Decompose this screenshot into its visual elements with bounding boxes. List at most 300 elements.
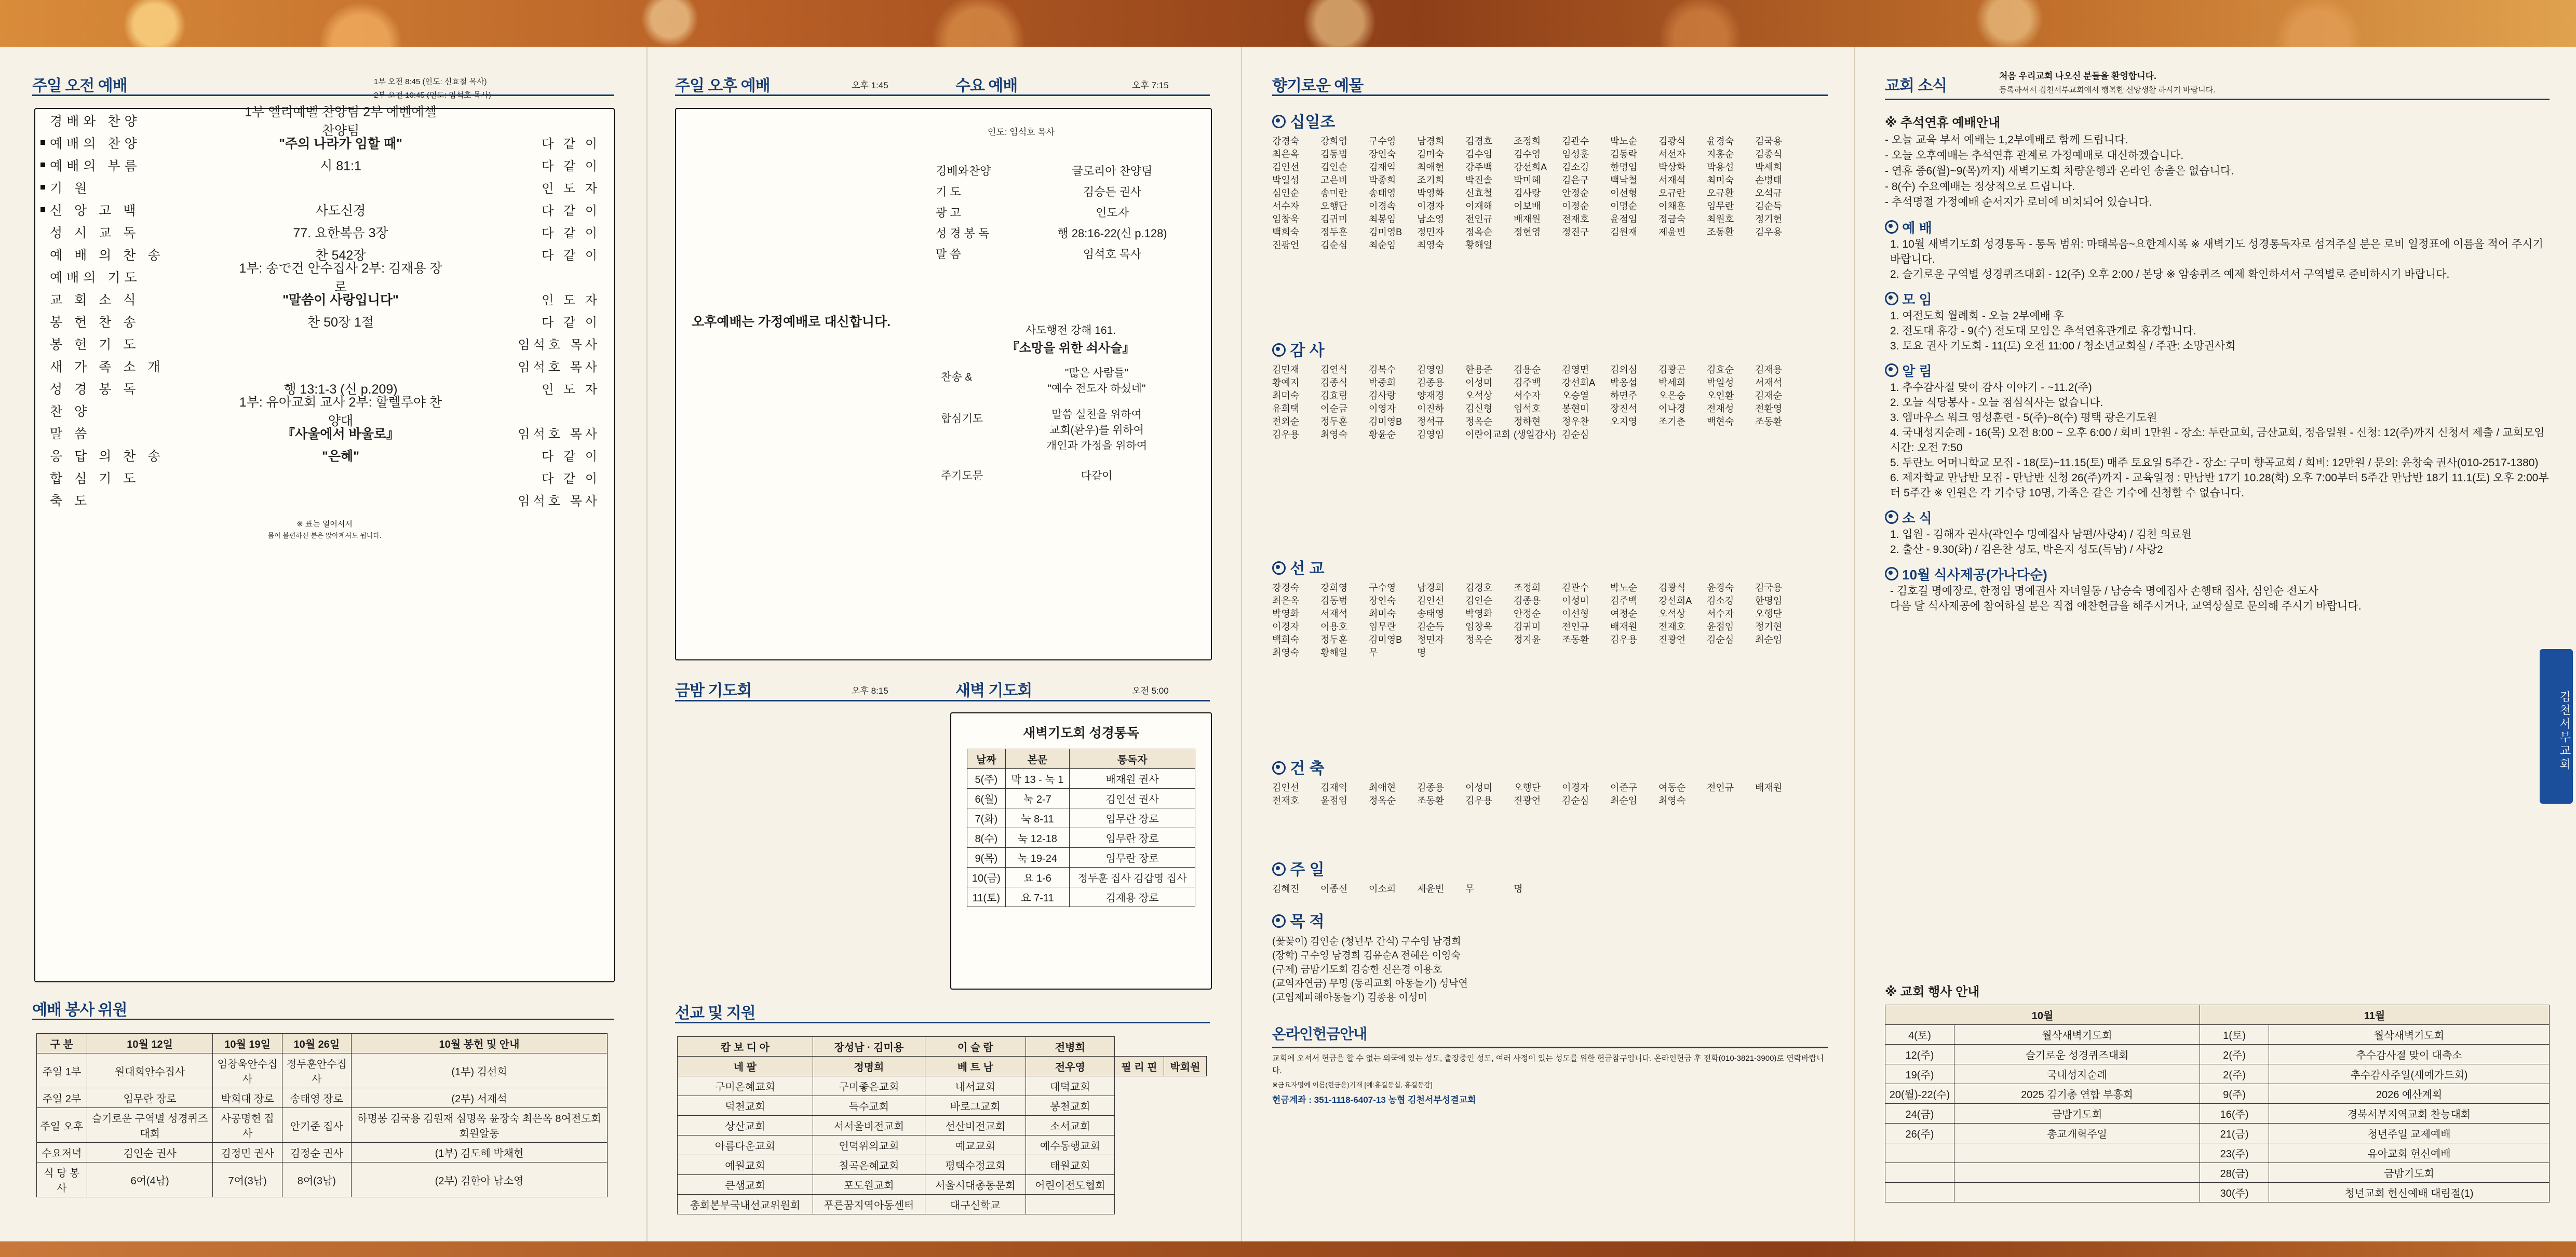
table-row xyxy=(678,1175,1207,1195)
order-person: 다 같 이 xyxy=(542,226,600,240)
news-section-item: 1. 입원 - 김해자 권사(곽인수 명예집사 남편/사랑4) / 김천 의료원 xyxy=(1890,529,2192,540)
offering-name: 김의심 xyxy=(1610,364,1638,375)
worship-service-cell: 슬기로운 구역별 성경퀴즈대회 xyxy=(87,1108,213,1143)
offering-name: 최애현 xyxy=(1369,782,1396,793)
offering-name: 안정순 xyxy=(1562,188,1589,198)
calendar-day: 2(주) xyxy=(2200,1064,2269,1084)
offering-name: 이명순 xyxy=(1610,201,1638,211)
mission-cell: 서서울비전교회 xyxy=(813,1116,925,1136)
mission-cell: 바로그교회 xyxy=(925,1096,1026,1116)
online-offering-title: 온라인헌금안내 xyxy=(1272,1026,1367,1042)
offering-tithe-label: 십일조 xyxy=(1290,114,1336,131)
offering-name: 박상화 xyxy=(1658,162,1686,172)
offering-name: 정두훈 xyxy=(1320,416,1348,427)
offering-name: 김영면 xyxy=(1562,364,1589,375)
offering-name: 정기현 xyxy=(1755,214,1783,224)
offering-name: 오은승 xyxy=(1658,390,1686,401)
offering-name: 김광곤 xyxy=(1658,364,1686,375)
offering-name: 최영숙 xyxy=(1320,429,1348,440)
section-title-friday-prayer: 금밤 기도회 xyxy=(675,682,752,699)
offering-name: 전인규 xyxy=(1562,621,1589,632)
offering-name: 윤경숙 xyxy=(1707,136,1734,146)
worship-service-cell: 수요저녁 xyxy=(37,1143,87,1163)
wednesday-order-label: 기 도 xyxy=(936,185,961,198)
order-row xyxy=(35,332,614,355)
wednesday-song-2: "예수 전도자 하셨네" xyxy=(1047,383,1146,395)
table-row xyxy=(37,1053,608,1088)
calendar-event xyxy=(1954,1143,2200,1163)
calendar-day: 28(금) xyxy=(2200,1163,2269,1183)
offering-name: 최은옥 xyxy=(1272,596,1300,606)
offering-name: 이성미 xyxy=(1465,782,1493,793)
decorative-footer-band xyxy=(0,1241,2576,1257)
dawn-cell: 요 7-11 xyxy=(1005,887,1070,907)
offering-name: 강희영 xyxy=(1320,136,1348,146)
news-section-label: 알 림 xyxy=(1898,363,1932,379)
news-notice-line: - 오늘 오후예배는 추석연휴 관계로 가정예배로 대신하겠습니다. xyxy=(1885,150,2184,161)
title-rule-7 xyxy=(1272,1047,1828,1048)
offering-name: 김용순 xyxy=(1514,364,1541,375)
news-calendar-title: ※ 교회 행사 안내 xyxy=(1885,985,1980,999)
order-row xyxy=(35,422,614,444)
morning-sub-1: 1부 오전 8:45 (인도: 신효철 목사) xyxy=(374,77,487,86)
offering-name: 서재석 xyxy=(1320,609,1348,619)
offering-name: 한명임 xyxy=(1610,162,1638,172)
offering-name: 김우용 xyxy=(1610,634,1638,645)
table-row xyxy=(1885,1104,2550,1124)
table-row xyxy=(678,1136,1207,1155)
worship-service-cell: 주일 2부 xyxy=(37,1088,87,1108)
bullet-circle-icon xyxy=(1885,363,1898,377)
offering-name: 윤점임 xyxy=(1707,621,1734,632)
order-label: 찬 양 xyxy=(50,404,91,419)
order-person: 임석호 목사 xyxy=(518,360,600,374)
dawn-cell: 요 1-6 xyxy=(1005,868,1070,887)
worship-service-cell: 안기준 집사 xyxy=(282,1108,351,1143)
offering-name: 전인규 xyxy=(1707,782,1734,793)
mission-cell: 푸른꿈지역아동센터 xyxy=(813,1195,925,1214)
calendar-event: 슬기로운 성경퀴즈대회 xyxy=(1954,1045,2200,1064)
order-detail: 1부: 송で건 안수집사 2부: 김재용 장로 xyxy=(239,261,442,294)
worship-service-cell: 하명봉 김국용 김원재 심명옥 윤장숙 최은옥 8여전도회 회원알동 xyxy=(351,1108,607,1143)
worship-service-cell: (2부) 서재석 xyxy=(351,1088,607,1108)
order-row xyxy=(35,355,614,377)
wednesday-lords-prayer-label: 주기도문 xyxy=(941,470,983,482)
table-row xyxy=(1885,1163,2550,1183)
offering-purpose-line: (장학) 구수영 남경희 김유순A 전혜은 이영숙 xyxy=(1272,950,1461,961)
offering-name: 정석규 xyxy=(1417,416,1445,427)
calendar-event xyxy=(1954,1183,2200,1202)
offering-name: 김순심 xyxy=(1562,429,1589,440)
offering-name: 이선형 xyxy=(1610,188,1638,198)
offering-name: 이진하 xyxy=(1417,403,1445,414)
offering-name: 오규란 xyxy=(1658,188,1686,198)
table-row xyxy=(967,828,1195,848)
offering-name: 서수자 xyxy=(1514,390,1541,401)
calendar-event: 추수감사주일(새예가드회) xyxy=(2269,1064,2550,1084)
mission-subheader: 네 팔 xyxy=(678,1057,813,1076)
offering-name: 조기춘 xyxy=(1658,416,1686,427)
offering-name: 이성미 xyxy=(1465,377,1493,388)
offering-name: 김미영B xyxy=(1369,227,1402,237)
offering-purpose-line: (교역자연금) 무명 (동리교회 아동돌기) 성낙연 xyxy=(1272,978,1468,989)
offering-name: 황해일 xyxy=(1465,240,1493,250)
offering-name: 서수자 xyxy=(1272,201,1300,211)
order-row xyxy=(35,131,614,154)
table-row xyxy=(678,1195,1207,1214)
afternoon-time: 오후 1:45 xyxy=(852,80,888,90)
calendar-event: 청년주일 교제예배 xyxy=(2269,1124,2550,1143)
news-section-item: 1. 10월 새벽기도회 성경통독 - 통독 범위: 마태복음~요한계시록 ※ 새벽기도 성경통독자로 섬겨주실 분은 로비 일정표에 이름을 적어 주시기 바랍니다. xyxy=(1890,238,2543,265)
offering-name: 김동락 xyxy=(1610,149,1638,159)
offering-name: 이경자 xyxy=(1272,621,1300,632)
dawn-cell: 9(목) xyxy=(967,848,1006,868)
offering-purpose-title xyxy=(1272,909,1833,931)
offering-name: 김연식 xyxy=(1320,364,1348,375)
title-rule-4 xyxy=(675,700,1210,701)
mission-header: 이 슬 람 xyxy=(925,1037,1026,1057)
offering-name: 장인숙 xyxy=(1369,149,1396,159)
offering-name: 윤점임 xyxy=(1610,214,1638,224)
mission-subheader: 정명희 xyxy=(813,1057,925,1076)
news-section-title xyxy=(1885,361,2555,380)
offering-name: 김국용 xyxy=(1755,136,1783,146)
table-row xyxy=(678,1096,1207,1116)
calendar-day: 21(금) xyxy=(2200,1124,2269,1143)
table-row xyxy=(678,1076,1207,1096)
offering-name: 전재호 xyxy=(1658,621,1686,632)
offering-name: 강경숙 xyxy=(1272,136,1300,146)
order-detail: 찬 542장 xyxy=(315,248,366,263)
offering-name: 김귀미 xyxy=(1320,214,1348,224)
offering-name: 이용호 xyxy=(1320,621,1348,632)
calendar-day xyxy=(1885,1183,1954,1202)
title-rule-3 xyxy=(675,94,1210,96)
offering-name: 백현숙 xyxy=(1707,416,1734,427)
offering-thanks-names xyxy=(1272,363,1833,441)
wednesday-prayer-label: 합심기도 xyxy=(941,413,983,425)
offering-name: 최순임 xyxy=(1369,240,1396,250)
wednesday-sermon-series: 사도행전 강해 161. xyxy=(1025,325,1116,336)
calendar-event: 추수감사절 맞이 대축소 xyxy=(2269,1045,2550,1064)
bullet-circle-icon xyxy=(1272,115,1286,128)
table-row xyxy=(37,1163,608,1197)
offering-name: 조정희 xyxy=(1514,136,1541,146)
offering-name: 김신형 xyxy=(1465,403,1493,414)
offering-name: 이정순 xyxy=(1562,201,1589,211)
offering-name: 무 xyxy=(1369,647,1378,658)
offering-name: 김종용 xyxy=(1417,377,1445,388)
column-divider-1 xyxy=(646,47,648,1241)
order-person: 인 도 자 xyxy=(542,383,600,397)
news-calendar-table xyxy=(1885,1005,2550,1202)
dawn-cell: 눅 19-24 xyxy=(1005,848,1070,868)
offering-name: 김우용 xyxy=(1755,227,1783,237)
mission-cell xyxy=(1026,1195,1114,1214)
mission-cell: 언덕위의교회 xyxy=(813,1136,925,1155)
offering-name: 김소깅 xyxy=(1562,162,1589,172)
offering-name: 김동범 xyxy=(1320,596,1348,606)
worship-service-header: 10월 26일 xyxy=(282,1034,351,1053)
offering-name: 최미숙 xyxy=(1707,175,1734,185)
offering-name: 조기희 xyxy=(1417,175,1445,185)
offering-name: 정두훈 xyxy=(1320,227,1348,237)
dawn-prayer-time: 오전 5:00 xyxy=(1132,686,1169,696)
offering-name: 김인순 xyxy=(1465,596,1493,606)
dawn-cell: 5(주) xyxy=(967,769,1006,789)
offering-name: 김사랑 xyxy=(1369,390,1396,401)
calendar-event: 월삭새벽기도회 xyxy=(2269,1025,2550,1045)
offering-name: 최봉임 xyxy=(1369,214,1396,224)
wednesday-sermon-title: 『소망을 위한 쇠사슬』 xyxy=(1006,341,1135,355)
calendar-day: 16(주) xyxy=(2200,1104,2269,1124)
offering-name: 이순금 xyxy=(1320,403,1348,414)
news-section-label: 10월 식사제공(가나다순) xyxy=(1898,567,2047,583)
offering-thanks-title xyxy=(1272,337,1833,360)
news-notice-line: - 8(수) 수요예배는 정상적으로 드립니다. xyxy=(1885,181,2075,193)
calendar-day xyxy=(1885,1163,1954,1183)
worship-service-cell: 식 당 봉 사 xyxy=(37,1163,87,1197)
offering-name: 김우용 xyxy=(1465,795,1493,806)
offering-mission-label: 선 교 xyxy=(1290,560,1325,577)
mission-cell: 구미좋은교회 xyxy=(813,1076,925,1096)
offering-name: 송태영 xyxy=(1369,188,1396,198)
morning-footnote-2: 몸이 불편하신 분은 앉아계셔도 됩니다. xyxy=(267,532,382,539)
offering-name: 김혜진 xyxy=(1272,884,1300,894)
offering-name: 정지윤 xyxy=(1514,634,1541,645)
morning-order-box xyxy=(34,104,615,982)
mission-cell: 칠곡은혜교회 xyxy=(813,1155,925,1175)
order-detail: 사도신경 xyxy=(315,203,366,218)
offering-name: 서재석 xyxy=(1658,175,1686,185)
worship-service-cell: 김정순 권사 xyxy=(282,1143,351,1163)
offering-name: 오인환 xyxy=(1707,390,1734,401)
worship-service-header: 10월 12일 xyxy=(87,1034,213,1053)
bullet-circle-icon xyxy=(1885,292,1898,305)
worship-service-cell: (1부) 김도혜 박채헌 xyxy=(351,1143,607,1163)
offering-name: (생일감사) xyxy=(1514,429,1556,440)
offering-name: 오행단 xyxy=(1320,201,1348,211)
offering-name: 구수영 xyxy=(1369,583,1396,593)
worship-service-cell: 주일 오후 xyxy=(37,1108,87,1143)
mission-cell: 아름다운교회 xyxy=(678,1136,813,1155)
mission-cell: 소서교회 xyxy=(1026,1116,1114,1136)
offering-name: 전외순 xyxy=(1272,416,1300,427)
table-row xyxy=(967,848,1195,868)
dawn-cell: 배재원 권사 xyxy=(1070,769,1195,789)
calendar-event: 금밤기도회 xyxy=(1954,1104,2200,1124)
offering-name: 김인선 xyxy=(1272,162,1300,172)
offering-name: 황윤순 xyxy=(1369,429,1396,440)
offering-name: 진광언 xyxy=(1514,795,1541,806)
order-row xyxy=(35,444,614,466)
title-rule-6 xyxy=(1272,94,1828,96)
offering-name: 박일성 xyxy=(1707,377,1734,388)
offering-name: 김효순 xyxy=(1707,364,1734,375)
calendar-event: 월삭새벽기도회 xyxy=(1954,1025,2200,1045)
order-person: 임석호 목사 xyxy=(518,494,600,508)
offering-name: 김인선 xyxy=(1272,782,1300,793)
dawn-cell: 김재용 장로 xyxy=(1070,887,1195,907)
offering-name: 김수임 xyxy=(1465,149,1493,159)
calendar-event: 금밤기도회 xyxy=(2269,1163,2550,1183)
offering-name: 고은비 xyxy=(1320,175,1348,185)
morning-footnote-1: ※ 표는 일어서서 xyxy=(296,520,353,529)
mission-header: 전병희 xyxy=(1026,1037,1114,1057)
section-title-mission: 선교 및 지원 xyxy=(675,1005,756,1022)
square-bullet-icon xyxy=(41,207,45,212)
offering-name: 심인순 xyxy=(1272,188,1300,198)
offering-name: 정옥순 xyxy=(1369,795,1396,806)
offering-tithe-names xyxy=(1272,135,1833,252)
order-person: 다 같 이 xyxy=(542,159,600,173)
offering-name: 송미란 xyxy=(1320,188,1348,198)
news-section-item: 4. 국내성지순례 - 16(목) 오전 8:00 ~ 오후 6:00 / 회비 1만원 - 장소: 두란교회, 금산교회, 정읍일원 - 신청: 12(주)까지 신청서 제출 / 교회모임 시간: 오전 7:50 xyxy=(1890,427,2545,454)
offering-name: 이보배 xyxy=(1514,201,1541,211)
worship-service-cell: (2부) 김한아 남소영 xyxy=(351,1163,607,1197)
calendar-event xyxy=(1954,1163,2200,1183)
table-row xyxy=(1885,1183,2550,1202)
order-label: 예배의 부름 xyxy=(50,158,141,173)
mission-cell: 대덕교회 xyxy=(1026,1076,1114,1096)
order-label: 새 가 족 소 개 xyxy=(50,359,165,374)
offering-name: 정진구 xyxy=(1562,227,1589,237)
offering-name: 정옥순 xyxy=(1465,634,1493,645)
square-bullet-icon xyxy=(41,163,45,167)
wednesday-order-row xyxy=(936,223,1195,244)
offering-name: 조동환 xyxy=(1755,416,1783,427)
worship-service-cell: 주일 1부 xyxy=(37,1053,87,1088)
offering-name: 백낙철 xyxy=(1610,175,1638,185)
news-section-item: - 김호길 명예장로, 한정임 명예권사 자녀일동 / 남승숙 명예집사 손행태 집사, 심인순 전도사 xyxy=(1890,585,2318,597)
table-row xyxy=(1885,1124,2550,1143)
dawn-cell: 임무란 장로 xyxy=(1070,828,1195,848)
mission-header: 장성남 · 김미용 xyxy=(813,1037,925,1057)
dawn-cell: 임무란 장로 xyxy=(1070,808,1195,828)
order-person: 다 같 이 xyxy=(542,249,600,263)
offering-name: 김은구 xyxy=(1562,175,1589,185)
calendar-day: 9(주) xyxy=(2200,1084,2269,1104)
news-section-title xyxy=(1885,289,2555,308)
order-row xyxy=(35,104,614,138)
offering-name: 남소영 xyxy=(1417,214,1445,224)
order-row xyxy=(35,221,614,243)
mission-cell: 예원교회 xyxy=(678,1155,813,1175)
table-row xyxy=(967,789,1195,808)
mission-cell: 어린이전도협회 xyxy=(1026,1175,1114,1195)
dawn-cell: 임무란 장로 xyxy=(1070,848,1195,868)
worship-service-cell: 사공명헌 집사 xyxy=(213,1108,282,1143)
order-row xyxy=(35,310,614,332)
table-row xyxy=(967,868,1195,887)
offering-name: 최영숙 xyxy=(1658,795,1686,806)
offering-name: 최애현 xyxy=(1417,162,1445,172)
calendar-day: 30(주) xyxy=(2200,1183,2269,1202)
offering-name: 남경희 xyxy=(1417,583,1445,593)
order-person: 인 도 자 xyxy=(542,293,600,307)
mission-subheader: 필 리 핀 xyxy=(1115,1057,1164,1076)
news-section-item: 2. 오늘 식당봉사 - 오늘 점심식사는 없습니다. xyxy=(1890,397,2103,409)
title-rule-1 xyxy=(32,94,614,96)
calendar-event: 2025 김기총 연합 부흥회 xyxy=(1954,1084,2200,1104)
offering-purpose-lines xyxy=(1272,935,1833,1005)
offering-name: 김효림 xyxy=(1320,390,1348,401)
offering-name: 김광식 xyxy=(1658,136,1686,146)
offering-name: 명 xyxy=(1514,884,1523,894)
dawn-cell: 6(월) xyxy=(967,789,1006,808)
offering-name: 양재경 xyxy=(1417,390,1445,401)
worship-service-cell: 원대희안수집사 xyxy=(87,1053,213,1088)
bullet-circle-icon xyxy=(1885,567,1898,580)
table-row xyxy=(678,1155,1207,1175)
online-offering-account: 헌금계좌 : 351-1118-6407-13 농협 김천서부성결교회 xyxy=(1272,1095,1476,1105)
news-section-item: 2. 출산 - 9.30(화) / 김은찬 성도, 박은지 성도(득남) / 사랑2 xyxy=(1890,544,2163,556)
offering-name: 백희숙 xyxy=(1272,634,1300,645)
offering-name: 정하현 xyxy=(1514,416,1541,427)
offering-name: 정두훈 xyxy=(1320,634,1348,645)
order-person: 임석호 목사 xyxy=(518,338,600,352)
offering-name: 박영화 xyxy=(1417,188,1445,198)
offering-name: 김우용 xyxy=(1272,429,1300,440)
dawn-cell: 11(토) xyxy=(967,887,1006,907)
offering-name: 장진석 xyxy=(1610,403,1638,414)
offering-name: 박세희 xyxy=(1755,162,1783,172)
mission-subheader: 베 트 남 xyxy=(925,1057,1026,1076)
news-welcome-2: 등록하셔서 김천서부교회에서 행복한 신앙생활 하시기 바랍니다. xyxy=(1999,86,2216,94)
offering-name: 이재해 xyxy=(1465,201,1493,211)
offering-name: 명 xyxy=(1417,647,1426,658)
offering-name: 박미혜 xyxy=(1514,175,1541,185)
mission-cell: 큰샘교회 xyxy=(678,1175,813,1195)
order-label: 예배의 기도 xyxy=(50,270,141,285)
offering-name: 제윤빈 xyxy=(1658,227,1686,237)
offering-name: 배재원 xyxy=(1610,621,1638,632)
mission-cell: 덕천교회 xyxy=(678,1096,813,1116)
offering-name: 최미숙 xyxy=(1272,390,1300,401)
offering-name: 이성미 xyxy=(1562,596,1589,606)
column-divider-2 xyxy=(1241,47,1242,1241)
offering-name: 정옥순 xyxy=(1465,227,1493,237)
offering-build-names xyxy=(1272,781,1833,807)
news-section-item: 3. 토요 권사 기도회 - 11(토) 오전 11:00 / 청소년교회실 / 주관: 소망권사회 xyxy=(1890,340,2236,352)
news-welcome-1: 처음 우리교회 나오신 분들을 환영합니다. xyxy=(1999,71,2156,81)
worship-service-cell: 6여(4남) xyxy=(87,1163,213,1197)
offering-name: 김미숙 xyxy=(1417,149,1445,159)
offering-name: 최원호 xyxy=(1707,214,1734,224)
wednesday-order-label: 경배와찬양 xyxy=(936,165,991,178)
news-notice-title: ※ 추석연휴 예배안내 xyxy=(1885,116,2001,130)
offering-name: 강선희A xyxy=(1514,162,1547,172)
order-label: 성 시 교 독 xyxy=(50,225,140,240)
dawn-cell: 눅 8-11 xyxy=(1005,808,1070,828)
offering-name: 조동환 xyxy=(1417,795,1445,806)
offering-name: 오승열 xyxy=(1562,390,1589,401)
offering-name: 전환영 xyxy=(1755,403,1783,414)
worship-service-cell: 김정민 권사 xyxy=(213,1143,282,1163)
title-rule-8 xyxy=(1885,99,2550,100)
offering-name: 지홍순 xyxy=(1707,149,1734,159)
worship-service-cell: 김인순 권사 xyxy=(87,1143,213,1163)
offering-name: 김종식 xyxy=(1320,377,1348,388)
worship-service-cell: 정두훈안수집사 xyxy=(282,1053,351,1088)
offering-name: 김순득 xyxy=(1755,201,1783,211)
order-detail: 시 81:1 xyxy=(320,158,361,173)
bullet-circle-icon xyxy=(1272,343,1286,357)
offering-name: 박일성 xyxy=(1272,175,1300,185)
offering-name: 전재호 xyxy=(1272,795,1300,806)
offering-name: 김미영B xyxy=(1369,634,1402,645)
order-detail: "말씀이 사랑입니다" xyxy=(282,292,399,307)
